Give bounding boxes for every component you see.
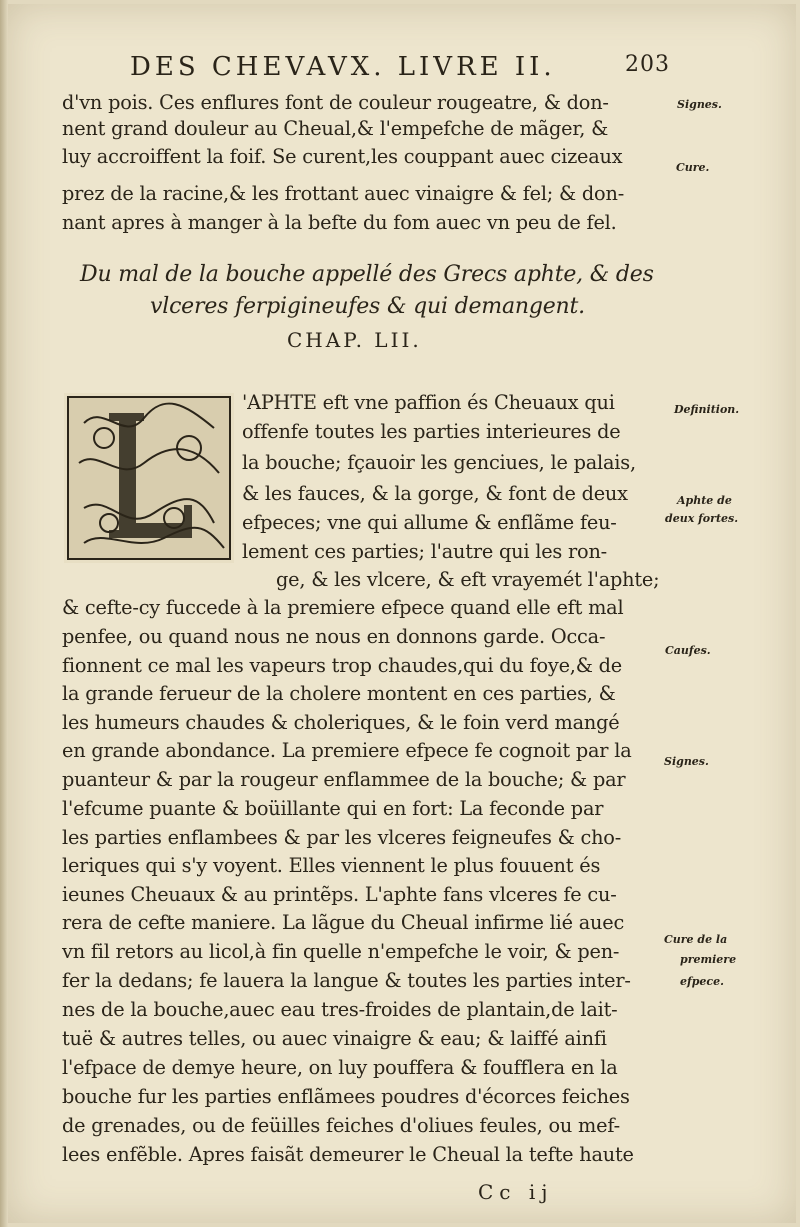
text-line: fionnent ce mal les vapeurs trop chaudes,qui du foye,& de (62, 654, 622, 677)
margin-note-signes: Signes. (677, 98, 722, 111)
chapter-heading: CHAP. LII. (287, 328, 422, 352)
page-number: 203 (625, 52, 670, 77)
text-line: de grenades, ou de feüilles feiches d'oliues feules, ou mef- (62, 1114, 620, 1137)
section-title-line: Du mal de la bouche appellé des Grecs aphte, & des (80, 262, 654, 287)
section-title-line: vlceres ferpigineufes & qui demangent. (150, 294, 585, 319)
margin-note-signes-2: Signes. (664, 755, 709, 768)
text-line: tuë & autres telles, ou auec vinaigre & eau; & laiffé ainfi (62, 1027, 607, 1050)
running-header (130, 52, 670, 88)
text-line: nent grand douleur au Cheual,& l'empefche de mãger, & (62, 117, 609, 140)
text-line: ieunes Cheuaux & au printẽps. L'aphte fans vlceres fe cu- (62, 883, 617, 906)
text-line: leriques qui s'y voyent. Elles viennent le plus fouuent és (62, 854, 601, 877)
text-line: 'APHTE eft vne paffion és Cheuaux qui (242, 391, 615, 414)
text-line: les parties enflambees & par les vlceres feigneufes & cho- (62, 826, 622, 849)
text-line: & les fauces, & la gorge, & font de deux (242, 482, 628, 505)
text-line: efpeces; vne qui allume & enflãme feu- (242, 511, 617, 534)
margin-note-causes: Caufes. (665, 644, 711, 657)
text-line: ge, & les vlcere, & eft vrayemét l'aphte; (276, 568, 660, 591)
text-line: nant apres à manger à la befte du fom auec vn peu de fel. (62, 211, 617, 234)
text-line: la bouche; fçauoir les genciues, le palais, (242, 451, 636, 474)
text-line: les humeurs chaudes & choleriques, & le foin verd mangé (62, 711, 620, 734)
margin-note-definition: Definition. (674, 403, 740, 416)
text-line: rera de cefte maniere. La lãgue du Cheual infirme lié auec (62, 911, 625, 934)
text-line: lement ces parties; l'autre qui les ron- (242, 540, 608, 563)
text-line: d'vn pois. Ces enflures font de couleur rougeatre, & don- (62, 91, 609, 114)
text-line: offenfe toutes les parties interieures de (242, 420, 621, 443)
text-line: penfee, ou quand nous ne nous en donnons garde. Occa- (62, 625, 606, 648)
text-line: vn fil retors au licol,à fin quelle n'empefche le voir, & pen- (62, 940, 620, 963)
margin-note-premiere: premiere (680, 953, 737, 966)
text-line: & cefte-cy fuccede à la premiere efpece quand elle eft mal (62, 596, 624, 619)
margin-note-deux-sortes: deux fortes. (665, 512, 739, 525)
text-line: prez de la racine,& les frottant auec vinaigre & fel; & don- (62, 182, 625, 205)
text-line: l'efpace de demye heure, on luy pouffera & foufflera en la (62, 1056, 618, 1079)
text-line: lees enfẽble. Apres faisãt demeurer le Cheual la tefte haute (62, 1143, 634, 1166)
binding-gutter (0, 0, 8, 1227)
margin-note-cure-de-la: Cure de la (664, 933, 728, 946)
margin-note-espece: efpece. (680, 975, 724, 988)
text-line: l'efcume puante & boüillante qui en fort: La feconde par (62, 797, 604, 820)
margin-note-cure: Cure. (676, 161, 710, 174)
ornamental-initial-L-icon (64, 393, 234, 563)
text-line: fer la dedans; fe lauera la langue & toutes les parties inter- (62, 969, 631, 992)
signature-mark: Cc ij (478, 1180, 554, 1204)
text-line: nes de la bouche,auec eau tres-froides de plantain,de lait- (62, 998, 618, 1021)
text-line: bouche fur les parties enflãmees poudres d'écorces feiches (62, 1085, 630, 1108)
text-line: la grande ferueur de la cholere montent en ces parties, & (62, 682, 616, 705)
text-line: puanteur & par la rougeur enflammee de la bouche; & par (62, 768, 626, 791)
text-line: luy accroiffent la foif. Se curent,les couppant auec cizeaux (62, 145, 623, 168)
margin-note-aphte-de: Aphte de (677, 494, 732, 507)
running-title: DES CHEVAVX. LIVRE II. (130, 52, 556, 82)
text-line: en grande abondance. La premiere efpece fe cognoit par la (62, 739, 632, 762)
